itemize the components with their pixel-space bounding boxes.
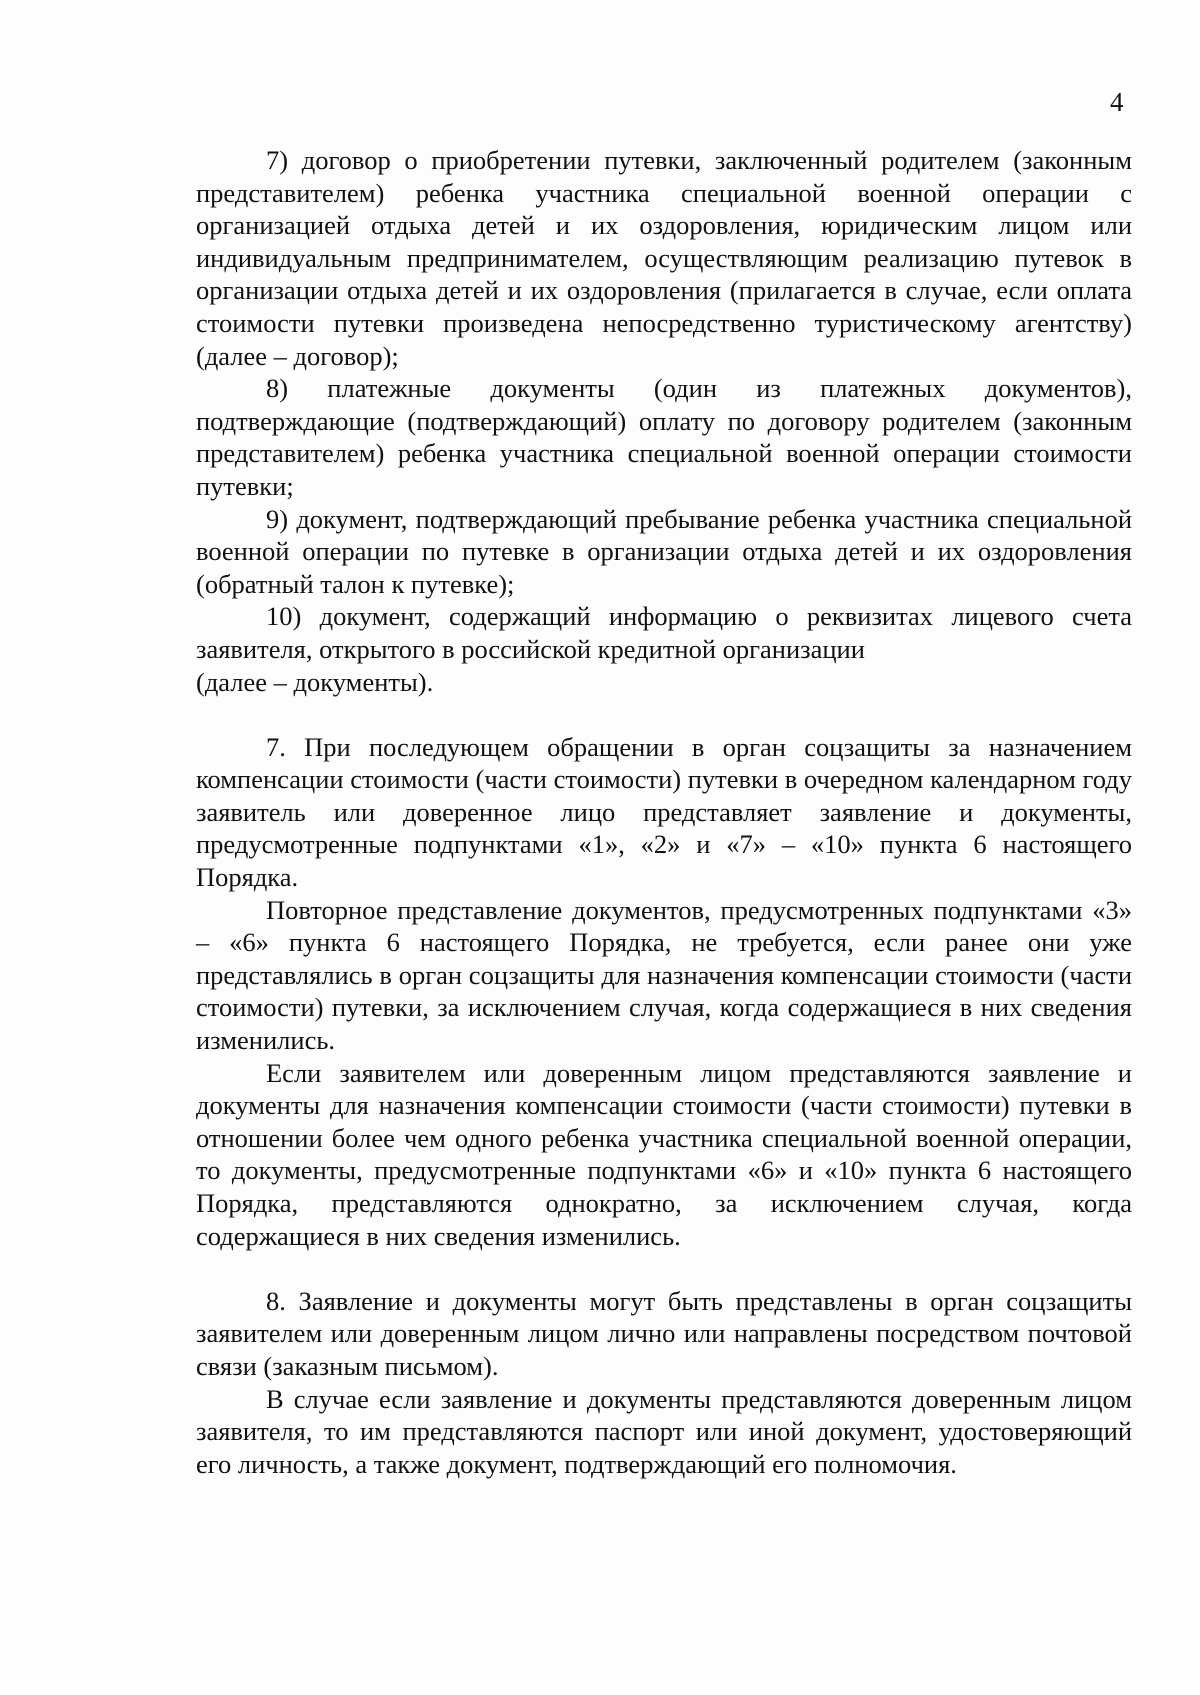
- section-7-paragraph: 7. При последующем обращении в орган соцзащиты за назначением компенсации стоимости (части стоимости) путевки в очередном календарном году заявитель или доверенное лицо представляет заявление и документы, предусмотренные подпунктами «1», «2» и «7» – «10» пункта 6 настоящего Порядка.: [196, 731, 1132, 893]
- page-number: 4: [1110, 87, 1124, 117]
- list-item-10: 10) документ, содержащий информацию о реквизитах лицевого счета заявителя, открытого в российской кредитной организации: [196, 601, 1132, 664]
- paragraph-gap: [196, 698, 1132, 731]
- document-body: [196, 144, 1132, 1480]
- paragraph-gap: [196, 1252, 1132, 1285]
- section-7-multiple-children-paragraph: Если заявителем или доверенным лицом представляются заявление и документы для назначения компенсации стоимости (части стоимости) путевки в отношении более чем одного ребенка участника специальной военной операции, то документы, предусмотренные подпунктами «6» и «10» пункта 6 настоящего Порядка, представляются однократно, за исключением случая, когда содержащиеся в них сведения изменились.: [196, 1057, 1132, 1251]
- section-7-repeat-documents-paragraph: Повторное представление документов, предусмотренных подпунктами «3» – «6» пункта 6 настоящего Порядка, не требуется, если ранее они уже представлялись в орган соцзащиты для назначения компенсации стоимости (части стоимости) путевки, за исключением случая, когда содержащиеся в них сведения изменились.: [196, 894, 1132, 1056]
- list-closing-line: (далее – документы).: [196, 666, 434, 697]
- list-item-7: 7) договор о приобретении путевки, заключенный родителем (законным представителем) ребенка участника специальной военной операции с организацией отдыха детей и их оздоровления, юридическим лицом или индивидуальным предпринимателем, осуществляющим реализацию путевок в организации отдыха детей и их оздоровления (прилагается в случае, если оплата стоимости путевки произведена непосредственно туристическому агентству) (далее – договор);: [196, 145, 1132, 371]
- list-item-9: 9) документ, подтверждающий пребывание ребенка участника специальной военной операции по путевке в организации отдыха детей и их оздоровления (обратный талон к путевке);: [196, 503, 1132, 599]
- section-8-trusted-person-paragraph: В случае если заявление и документы представляются доверенным лицом заявителя, то им представляются паспорт или иной документ, удостоверяющий его личность, а также документ, подтверждающий его полномочия.: [196, 1383, 1132, 1479]
- section-8-paragraph: 8. Заявление и документы могут быть представлены в орган соцзащиты заявителем или доверенным лицом лично или направлены посредством почтовой связи (заказным письмом).: [196, 1285, 1132, 1381]
- list-item-8: 8) платежные документы (один из платежных документов), подтверждающие (подтверждающий) оплату по договору родителем (законным представителем) ребенка участника специальной военной операции стоимости путевки;: [196, 373, 1132, 501]
